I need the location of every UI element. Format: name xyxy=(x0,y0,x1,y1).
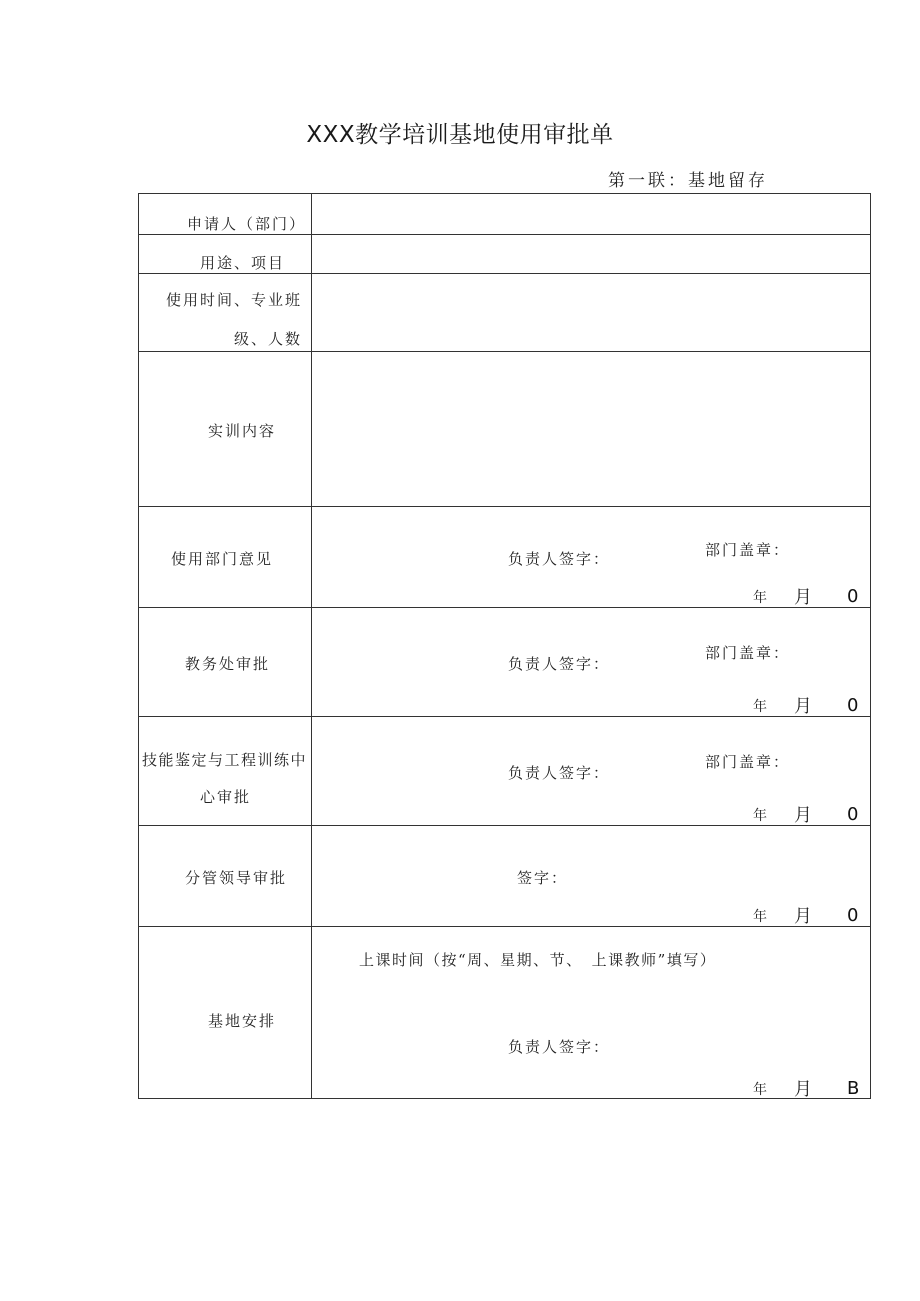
base-arrangement-signer: 负责人签字： xyxy=(508,1038,611,1056)
applicant-label: 申请人（部门） xyxy=(187,215,307,233)
row-divider xyxy=(139,607,870,608)
leader-label: 分管领导审批 xyxy=(185,869,288,887)
academic-affairs-month: 月 xyxy=(794,696,812,717)
academic-affairs-stamp: 部门盖章： xyxy=(705,644,791,662)
skills-center-stamp: 部门盖章： xyxy=(705,753,791,771)
dept-opinion-month: 月 xyxy=(794,587,812,608)
usage-time-label-line1: 使用时间、专业班 xyxy=(166,291,303,309)
skills-center-signer: 负责人签字： xyxy=(508,764,611,782)
base-arrangement-day: B xyxy=(847,1078,860,1099)
row-divider xyxy=(139,506,870,507)
leader-signer: 签字： xyxy=(517,869,569,887)
usage-time-field[interactable] xyxy=(313,274,870,350)
training-content-label: 实训内容 xyxy=(208,422,277,440)
academic-affairs-signer: 负责人签字： xyxy=(508,655,611,673)
training-content-field[interactable] xyxy=(313,352,870,505)
column-divider xyxy=(311,194,312,1098)
skills-center-label-line1: 技能鉴定与工程训练中 xyxy=(142,751,308,769)
dept-opinion-stamp: 部门盖章： xyxy=(705,541,791,559)
leader-month: 月 xyxy=(794,906,812,927)
base-arrangement-label: 基地安排 xyxy=(208,1012,277,1030)
row-divider xyxy=(139,926,870,927)
applicant-field[interactable] xyxy=(313,195,870,233)
copy-label: 第一联：基地留存 xyxy=(608,171,768,191)
row-divider xyxy=(139,716,870,717)
skills-center-year: 年 xyxy=(753,808,769,824)
base-arrangement-month: 月 xyxy=(794,1079,812,1100)
skills-center-month: 月 xyxy=(794,805,812,826)
skills-center-label-line2: 心审批 xyxy=(200,788,252,806)
usage-time-label-line2: 级、人数 xyxy=(234,330,303,348)
base-arrangement-instruction: 上课时间（按“周、星期、节、 上课教师”填写） xyxy=(359,951,717,969)
academic-affairs-label: 教务处审批 xyxy=(185,655,271,673)
purpose-field[interactable] xyxy=(313,235,870,272)
dept-opinion-year: 年 xyxy=(753,590,769,606)
purpose-label: 用途、项目 xyxy=(200,254,286,272)
dept-opinion-day: 0 xyxy=(847,586,859,607)
form-title: XXX教学培训基地使用审批单 xyxy=(306,122,614,148)
base-arrangement-year: 年 xyxy=(753,1082,769,1098)
academic-affairs-year: 年 xyxy=(753,699,769,715)
leader-day: 0 xyxy=(847,905,859,926)
approval-form-table xyxy=(138,193,871,1099)
dept-opinion-label: 使用部门意见 xyxy=(171,550,274,568)
academic-affairs-day: 0 xyxy=(847,695,859,716)
row-divider xyxy=(139,825,870,826)
skills-center-day: 0 xyxy=(847,804,859,825)
leader-year: 年 xyxy=(753,909,769,925)
dept-opinion-signer: 负责人签字： xyxy=(508,550,611,568)
